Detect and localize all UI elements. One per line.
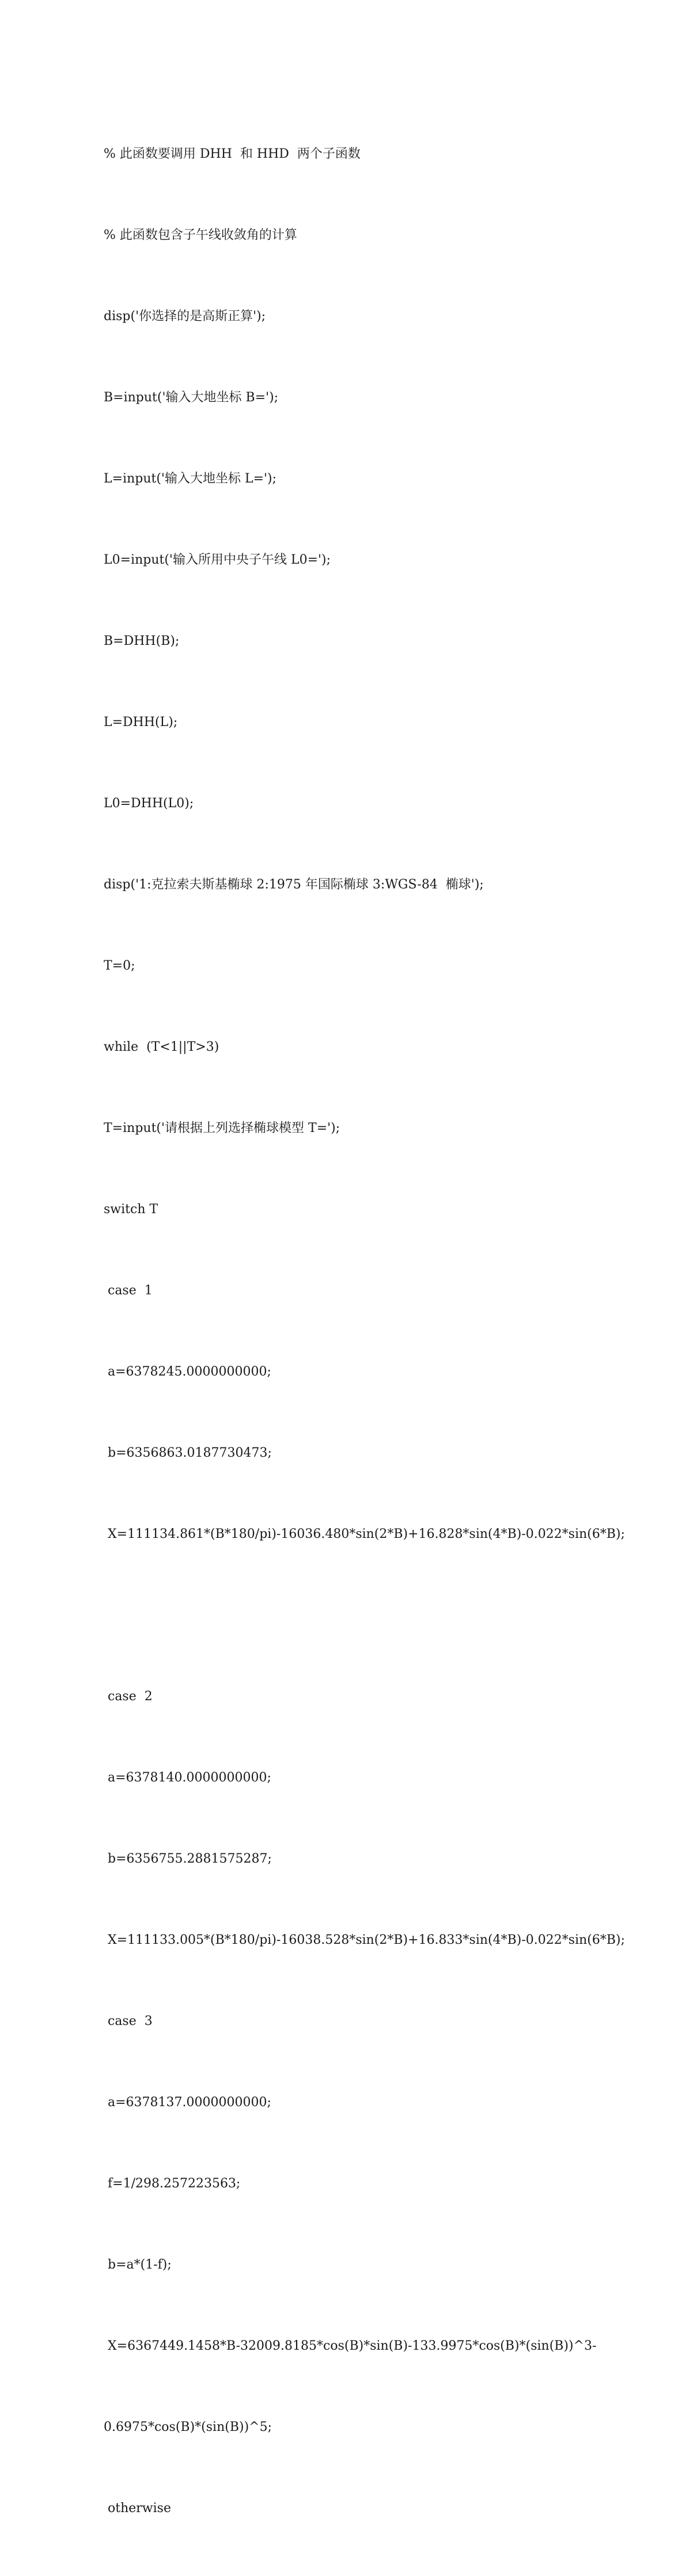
code-line-3: disp('你选择的是高斯正算'); bbox=[104, 309, 266, 324]
code-line-29: 0.6975*cos(B)*(sin(B))^5; bbox=[104, 2420, 272, 2434]
code-line-13: T=input('请根据上列选择椭球模型 T='); bbox=[104, 1121, 340, 1135]
code-line-25: a=6378137.0000000000; bbox=[104, 2095, 271, 2110]
code-line-7: B=DHH(B); bbox=[104, 634, 180, 648]
code-line-14: switch T bbox=[104, 1202, 158, 1217]
code-line-16: a=6378245.0000000000; bbox=[104, 1365, 271, 1379]
code-line-18: X=111134.861*(B*180/pi)-16036.480*sin(2*B)+16.828*sin(4*B)-0.022*sin(6*B); bbox=[104, 1527, 626, 1541]
code-line-8: L=DHH(L); bbox=[104, 715, 178, 730]
code-line-12: while (T<1||T>3) bbox=[104, 1040, 219, 1054]
code-block bbox=[104, 86, 657, 2576]
code-line-24: case 3 bbox=[104, 2014, 153, 2028]
code-line-27: b=a*(1-f); bbox=[104, 2258, 172, 2272]
code-line-2: % 此函数包含子午线收敛角的计算 bbox=[104, 228, 297, 242]
code-line-26: f=1/298.257223563; bbox=[104, 2176, 241, 2191]
code-line-1: % 此函数要调用 DHH 和 HHD 两个子函数 bbox=[104, 147, 361, 161]
code-line-15: case 1 bbox=[104, 1283, 153, 1298]
code-line-19 bbox=[104, 1602, 657, 1629]
code-line-30: otherwise bbox=[104, 2501, 171, 2516]
code-line-20: case 2 bbox=[104, 1689, 153, 1704]
code-line-10: disp('1:克拉索夫斯基椭球 2:1975 年国际椭球 3:WGS-84 椭球'); bbox=[104, 877, 484, 892]
code-line-22: b=6356755.2881575287; bbox=[104, 1852, 272, 1866]
code-line-11: T=0; bbox=[104, 959, 135, 973]
code-line-4: B=input('输入大地坐标 B='); bbox=[104, 390, 279, 405]
code-line-28: X=6367449.1458*B-32009.8185*cos(B)*sin(B)-133.9975*cos(B)*(sin(B))^3- bbox=[104, 2339, 597, 2353]
code-line-5: L=input('输入大地坐标 L='); bbox=[104, 472, 277, 486]
code-line-9: L0=DHH(L0); bbox=[104, 796, 194, 811]
code-line-6: L0=input('输入所用中央子午线 L0='); bbox=[104, 553, 331, 567]
code-line-23: X=111133.005*(B*180/pi)-16038.528*sin(2*B)+16.833*sin(4*B)-0.022*sin(6*B); bbox=[104, 1933, 626, 1947]
code-line-17: b=6356863.0187730473; bbox=[104, 1446, 272, 1460]
code-line-21: a=6378140.0000000000; bbox=[104, 1770, 271, 1785]
